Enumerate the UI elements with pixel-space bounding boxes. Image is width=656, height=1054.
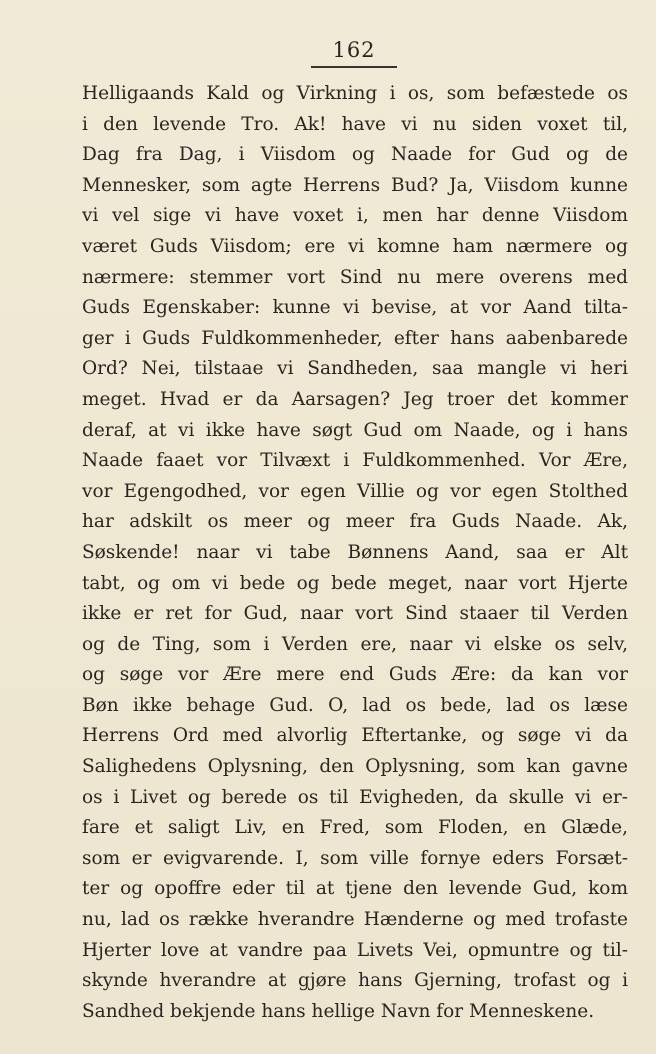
body-text	[82, 79, 628, 1027]
text-line: Søskende! naar vi tabe Bønnens Aand, saa er Alt	[82, 541, 628, 563]
text-line: Mennesker, som agte Herrens Bud? Ja, Viisdom kunne	[82, 174, 628, 196]
page-number: 162	[332, 38, 376, 62]
text-line: Sandhed bekjende hans hellige Navn for Menneskene.	[82, 1000, 595, 1022]
text-line: nærmere: stemmer vort Sind nu mere overens med	[82, 266, 628, 288]
text-line: ger i Guds Fuldkommenheder, efter hans aabenbarede	[82, 327, 628, 349]
text-line: Hjerter love at vandre paa Livets Vei, opmuntre og til-	[82, 939, 628, 961]
text-line: vor Egengodhed, vor egen Villie og vor egen Stolthed	[82, 480, 628, 502]
text-line: Helligaands Kald og Virkning i os, som befæstede os	[82, 83, 628, 104]
text-line: ter og opoffre eder til at tjene den levende Gud, kom	[82, 878, 628, 900]
text-line: har adskilt os meer og meer fra Guds Naade. Ak,	[82, 511, 628, 533]
text-line: været Guds Viisdom; ere vi komne ham nærmere og	[82, 235, 628, 257]
header-rule	[311, 66, 397, 68]
text-line: deraf, at vi ikke have søgt Gud om Naade, og i hans	[82, 419, 628, 441]
text-line: vi vel sige vi have voxet i, men har denne Viisdom	[82, 205, 628, 227]
text-line: skynde hverandre at gjøre hans Gjerning, trofast og i	[82, 970, 628, 992]
text-line: tabt, og om vi bede og bede meget, naar vort Hjerte	[82, 572, 628, 594]
text-line: Bøn ikke behage Gud. O, lad os bede, lad os læse	[82, 694, 628, 716]
text-line: meget. Hvad er da Aarsagen? Jeg troer det kommer	[82, 388, 628, 410]
text-line: i den levende Tro. Ak! have vi nu siden voxet til,	[82, 113, 628, 135]
text-line: Salighedens Oplysning, den Oplysning, som kan gavne	[82, 756, 628, 778]
text-line: ikke er ret for Gud, naar vort Sind staaer til Verden	[82, 603, 628, 625]
text-line: og de Ting, som i Verden ere, naar vi elske os selv,	[82, 633, 628, 655]
text-line: Ord? Nei, tilstaae vi Sandheden, saa mangle vi heri	[82, 358, 628, 380]
text-line: Dag fra Dag, i Viisdom og Naade for Gud og de	[82, 144, 628, 166]
text-line: og søge vor Ære mere end Guds Ære: da kan vor	[82, 664, 628, 686]
text-line: som er evigvarende. I, som ville fornye eders Forsæt-	[82, 847, 628, 869]
text-line: Guds Egenskaber: kunne vi bevise, at vor Aand tilta-	[82, 297, 628, 319]
text-line: nu, lad os række hverandre Hænderne og med trofaste	[82, 909, 628, 931]
text-line: fare et saligt Liv, en Fred, som Floden, en Glæde,	[82, 817, 628, 839]
text-line: Naade faaet vor Tilvæxt i Fuldkommenhed. Vor Ære,	[82, 450, 628, 472]
text-line: os i Livet og berede os til Evigheden, da skulle vi er-	[82, 786, 628, 808]
text-line: Herrens Ord med alvorlig Eftertanke, og søge vi da	[82, 725, 628, 747]
